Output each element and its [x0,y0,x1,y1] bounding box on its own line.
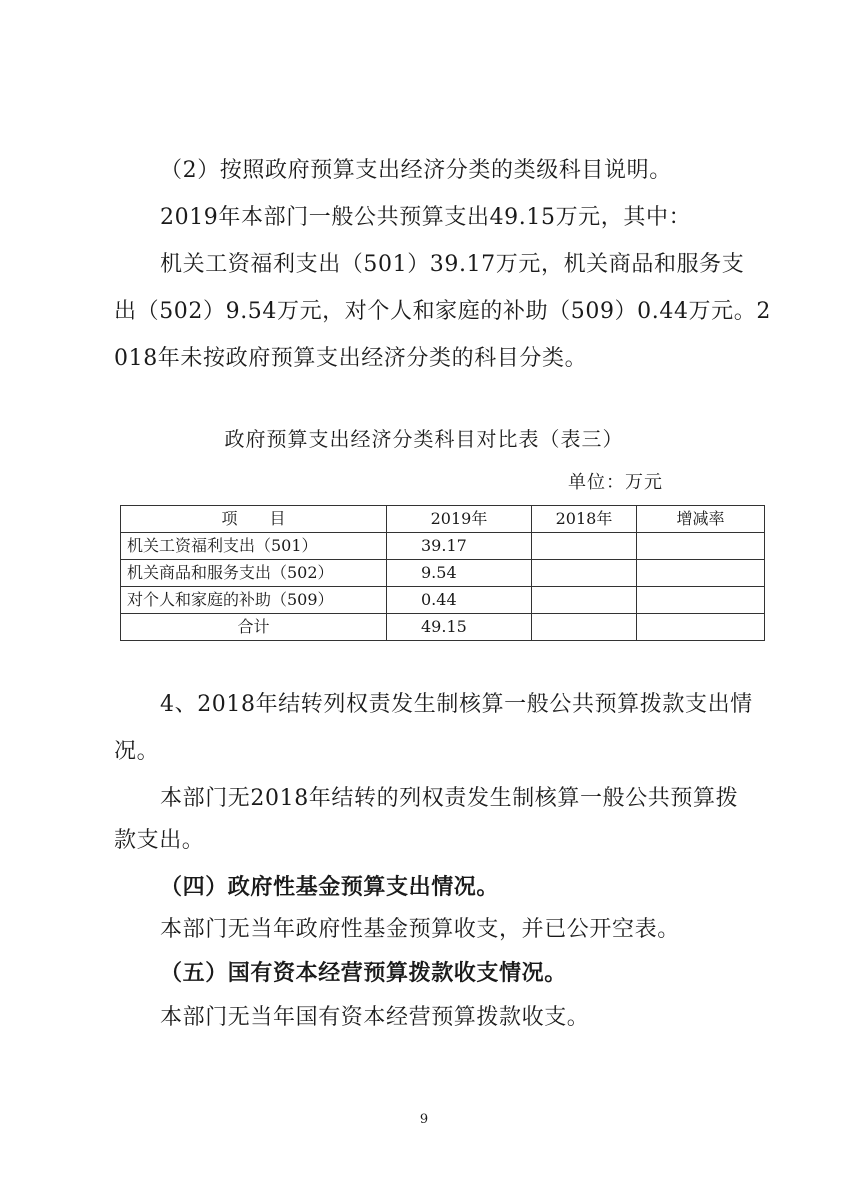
paragraph-breakdown-line-1: 机关工资福利支出（501）39.17万元，机关商品和服务支 [160,252,745,277]
header-2019: 2019年 [387,506,532,533]
section-state-capital-body: 本部门无当年国有资本经营预算拨款收支。 [160,1005,590,1030]
header-rate: 增减率 [637,506,765,533]
paragraph-economic-classification-heading: （2）按照政府预算支出经济分类的类级科目说明。 [160,158,672,183]
table-caption: 政府预算支出经济分类科目对比表（表三） [224,427,624,451]
row-item: 机关商品和服务支出（502） [121,560,387,587]
comparison-table [120,505,765,641]
row-rate [637,587,765,614]
section-gov-fund-heading: （四）政府性基金预算支出情况。 [160,874,500,900]
row-2019: 0.44 [387,587,532,614]
paragraph-breakdown-line-3: 018年未按政府预算支出经济分类的科目分类。 [114,346,588,371]
header-item: 项 目 [121,506,387,533]
section-gov-fund-body: 本部门无当年政府性基金预算收支，并已公开空表。 [160,917,680,942]
header-2018: 2018年 [532,506,637,533]
row-2019: 39.17 [387,533,532,560]
page-number: 9 [419,1112,429,1127]
table-row [121,533,765,560]
section-4-title-line-1: 4、2018年结转列权责发生制核算一般公共预算拨款支出情 [160,692,753,717]
table-row [121,587,765,614]
paragraph-total-expenditure: 2019年本部门一般公共预算支出49.15万元，其中： [160,205,692,230]
table-row [121,560,765,587]
row-2018 [532,533,637,560]
row-item: 机关工资福利支出（501） [121,533,387,560]
total-rate [637,614,765,641]
total-item: 合计 [121,614,387,641]
row-2018 [532,587,637,614]
table-header-row [121,506,765,533]
section-4-title-line-2: 况。 [114,739,160,764]
row-rate [637,560,765,587]
table-total-row [121,614,765,641]
row-rate [637,533,765,560]
total-2019: 49.15 [387,614,532,641]
row-item: 对个人和家庭的补助（509） [121,587,387,614]
row-2019: 9.54 [387,560,532,587]
total-2018 [532,614,637,641]
section-4-body-line-1: 本部门无2018年结转的列权责发生制核算一般公共预算拨 [160,786,739,811]
section-state-capital-heading: （五）国有资本经营预算拨款收支情况。 [160,960,567,986]
row-2018 [532,560,637,587]
paragraph-breakdown-line-2: 出（502）9.54万元，对个人和家庭的补助（509）0.44万元。2 [114,299,771,324]
section-4-body-line-2: 款支出。 [114,828,205,853]
table-unit: 单位：万元 [568,472,663,493]
